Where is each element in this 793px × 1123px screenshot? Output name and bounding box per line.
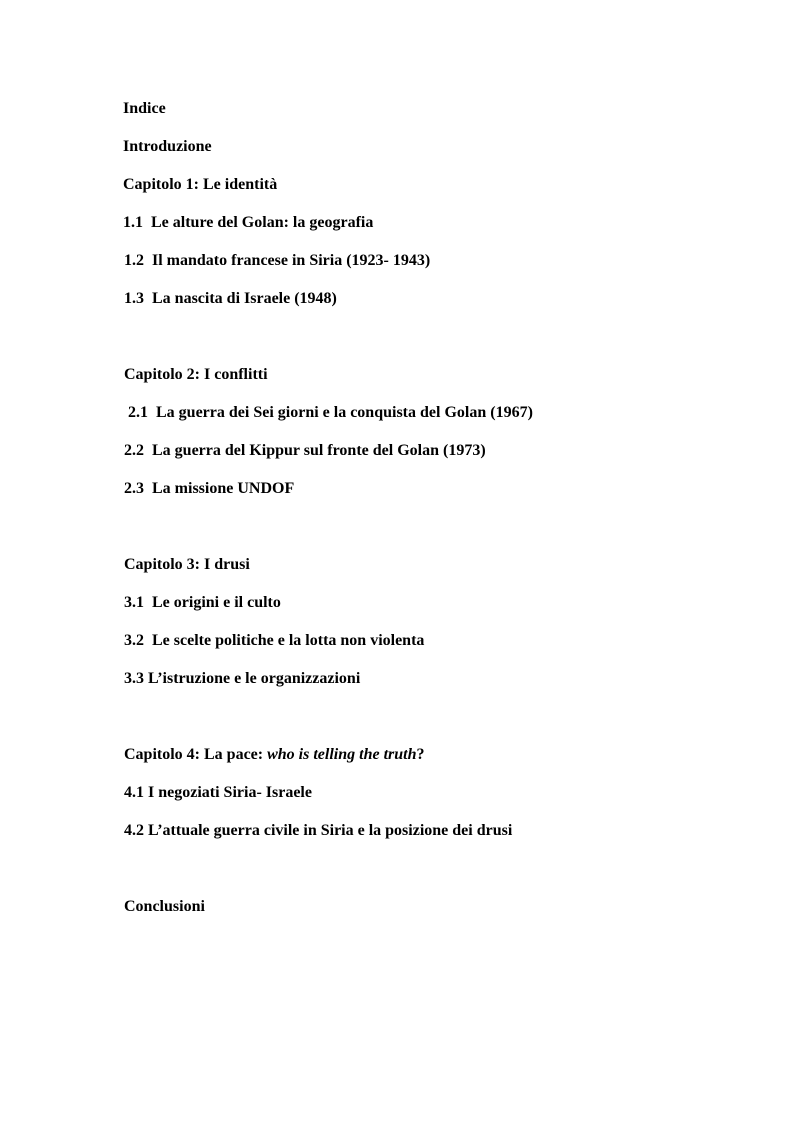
- chapter-4-title-emphasis: who is telling the truth: [267, 746, 417, 763]
- chapter-2-title: Capitolo 2: I conflitti: [124, 366, 268, 383]
- section-2-2: 2.2 La guerra del Kippur sul fronte del Golan (1973): [124, 442, 486, 459]
- chapter-3-title: Capitolo 3: I drusi: [124, 556, 250, 573]
- section-3-3: 3.3 L’istruzione e le organizzazioni: [124, 670, 361, 687]
- section-3-2: 3.2 Le scelte politiche e la lotta non violenta: [124, 632, 425, 649]
- section-4-2: 4.2 L’attuale guerra civile in Siria e la posizione dei drusi: [124, 822, 513, 839]
- section-2-1: 2.1 La guerra dei Sei giorni e la conquista del Golan (1967): [124, 404, 533, 421]
- section-2-3: 2.3 La missione UNDOF: [124, 480, 295, 497]
- section-4-1: 4.1 I negoziati Siria- Israele: [124, 784, 312, 801]
- toc-title: Indice: [123, 100, 166, 117]
- chapter-4-title-suffix: ?: [416, 746, 425, 763]
- toc-introduction: Introduzione: [123, 138, 212, 155]
- section-1-2: 1.2 Il mandato francese in Siria (1923- 1943): [124, 252, 431, 269]
- chapter-4-title-prefix: Capitolo 4: La pace:: [124, 746, 268, 763]
- toc-conclusions: Conclusioni: [124, 898, 205, 915]
- section-3-1: 3.1 Le origini e il culto: [124, 594, 281, 611]
- chapter-1-title: Capitolo 1: Le identità: [123, 176, 278, 193]
- chapter-4-title: [124, 745, 425, 765]
- section-1-3: 1.3 La nascita di Israele (1948): [124, 290, 337, 307]
- section-1-1: 1.1 Le alture del Golan: la geografia: [123, 214, 374, 231]
